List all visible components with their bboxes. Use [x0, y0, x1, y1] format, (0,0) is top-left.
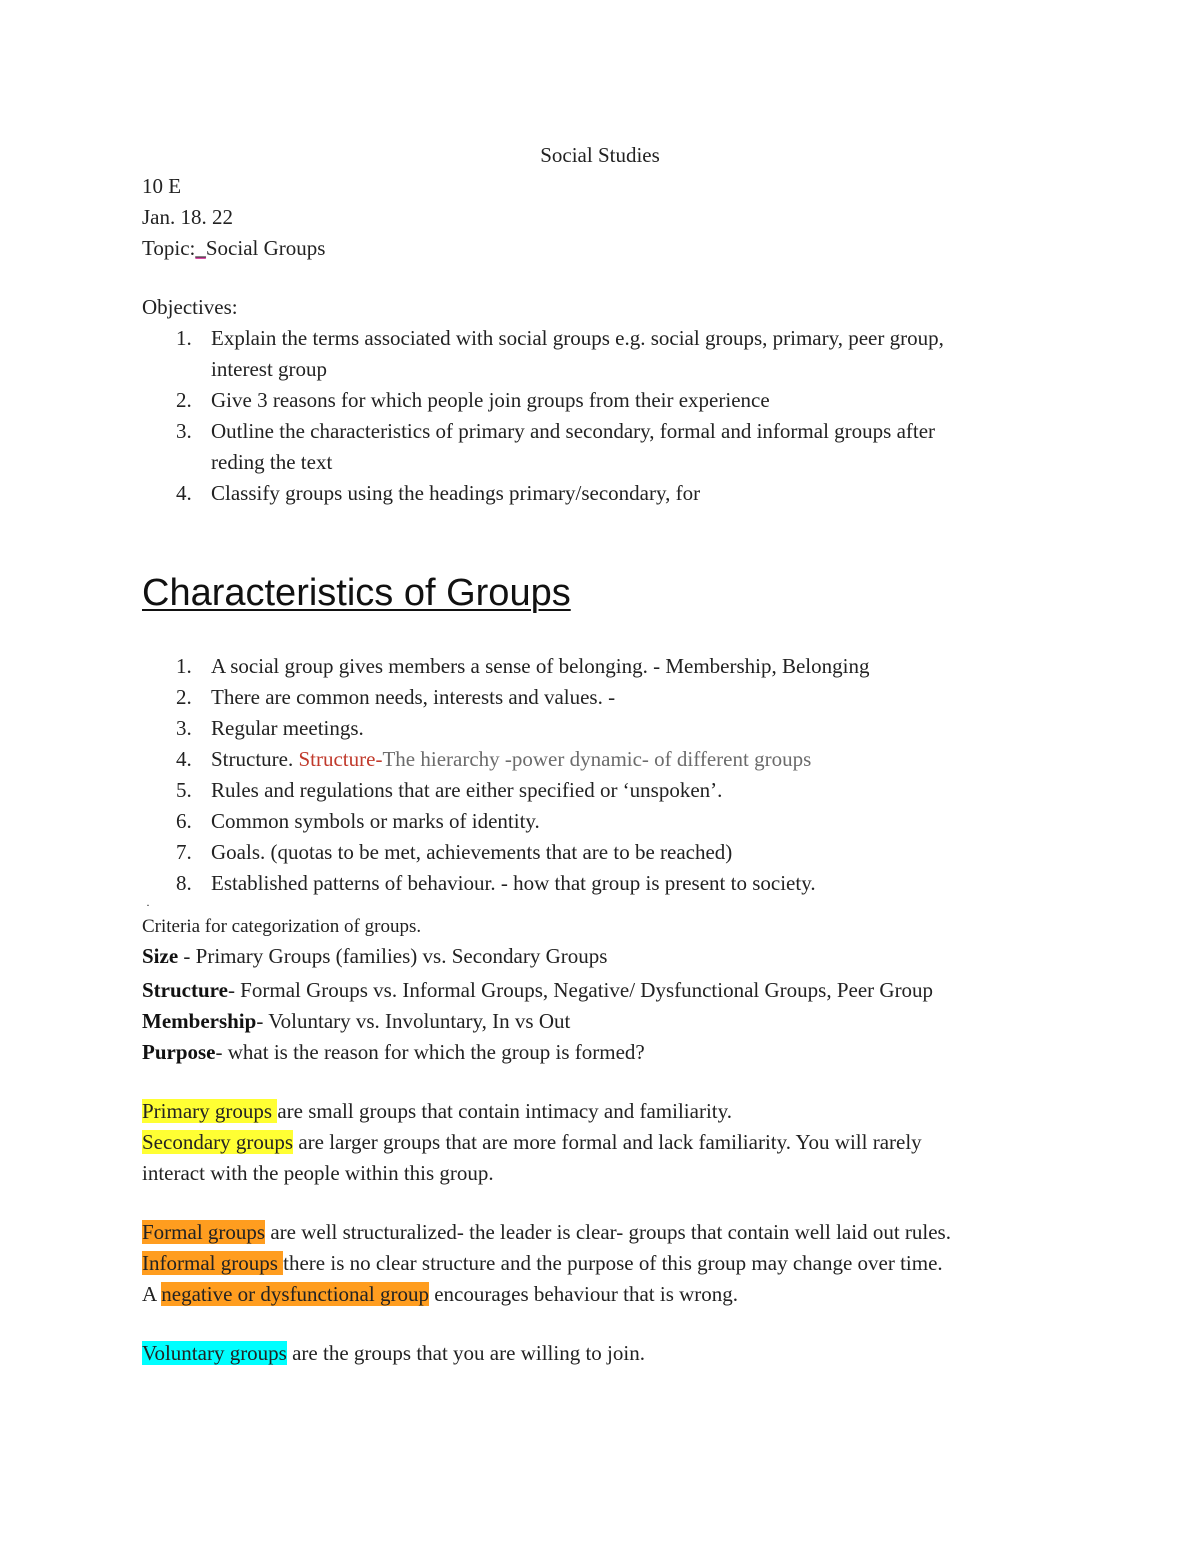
highlight-informal-groups: Informal groups	[142, 1251, 284, 1275]
definition-secondary: Secondary groups are larger groups that are more formal and lack familiarity. You will rarely interact with the people within this group.	[142, 1130, 922, 1185]
characteristic-item: 4. Structure. Structure-The hierarchy -power dynamic- of different groups	[176, 747, 812, 771]
characteristic-item: 6. Common symbols or marks of identity.	[176, 809, 540, 833]
criteria-row: Purpose- what is the reason for which the group is formed?	[142, 1040, 645, 1064]
topic-label: Topic:	[142, 236, 196, 260]
characteristic-item: 8. Established patterns of behaviour. - how that group is present to society.	[176, 871, 816, 895]
objective-item: 3. Outline the characteristics of primary and secondary, formal and informal groups after reding the text	[176, 419, 936, 474]
topic-value: Social Groups	[205, 236, 326, 260]
document-page	[142, 140, 1062, 1369]
highlight-negative-group: negative or dysfunctional group	[161, 1282, 429, 1306]
section-heading: Characteristics of Groups	[142, 572, 571, 614]
objective-item: 2. Give 3 reasons for which people join groups from their experience	[176, 388, 770, 412]
characteristics-list	[142, 651, 1062, 899]
structure-annotation: Structure-	[298, 747, 383, 771]
characteristic-item: 2. There are common needs, interests and values. -	[176, 685, 616, 709]
definition-informal: Informal groups there is no clear structure and the purpose of this group may change over time.	[142, 1251, 943, 1275]
characteristic-item: 3. Regular meetings.	[176, 716, 364, 740]
objectives-label: Objectives:	[142, 295, 238, 319]
definition-negative: A negative or dysfunctional group encourages behaviour that is wrong.	[142, 1282, 739, 1306]
objective-item: 4. Classify groups using the headings primary/secondary, for	[176, 481, 701, 505]
characteristic-item: 1. A social group gives members a sense of belonging. - Membership, Belonging	[176, 654, 870, 678]
criteria-row: Size - Primary Groups (families) vs. Secondary Groups	[142, 944, 608, 968]
criteria-term: Membership	[142, 1009, 257, 1033]
definition-primary: Primary groups are small groups that contain intimacy and familiarity.	[142, 1099, 732, 1123]
criteria-row: Structure- Formal Groups vs. Informal Groups, Negative/ Dysfunctional Groups, Peer Group	[142, 978, 934, 1002]
criteria-term: Structure	[142, 978, 228, 1002]
highlight-primary-groups: Primary groups	[142, 1099, 278, 1123]
document-title: Social Studies	[540, 143, 660, 167]
class-label: 10 E	[142, 174, 182, 198]
criteria-intro: Criteria for categorization of groups.	[142, 916, 422, 937]
highlight-voluntary-groups: Voluntary groups	[142, 1341, 287, 1365]
date-label: Jan. 18. 22	[142, 205, 233, 229]
characteristic-item: 5. Rules and regulations that are either specified or ‘unspoken’.	[176, 778, 723, 802]
characteristic-item: 7. Goals. (quotas to be met, achievements that are to be reached)	[176, 840, 733, 864]
criteria-term: Size	[142, 944, 179, 968]
definition-formal: Formal groups are well structuralized- the leader is clear- groups that contain well laid out rules.	[142, 1220, 951, 1244]
objective-item: 1. Explain the terms associated with social groups e.g. social groups, primary, peer group, interest group	[176, 326, 944, 381]
topic-separator: _	[195, 236, 206, 260]
topic-line	[142, 233, 1062, 264]
criteria-row: Membership- Voluntary vs. Involuntary, In vs Out	[142, 1009, 571, 1033]
bullet-dot: ·	[146, 898, 150, 912]
objectives-list	[142, 323, 1062, 509]
highlight-secondary-groups: Secondary groups	[142, 1130, 294, 1154]
criteria-term: Purpose	[142, 1040, 216, 1064]
definition-voluntary: Voluntary groups are the groups that you are willing to join.	[142, 1341, 645, 1365]
structure-note: The hierarchy -power dynamic- of different groups	[382, 747, 812, 771]
highlight-formal-groups: Formal groups	[142, 1220, 266, 1244]
